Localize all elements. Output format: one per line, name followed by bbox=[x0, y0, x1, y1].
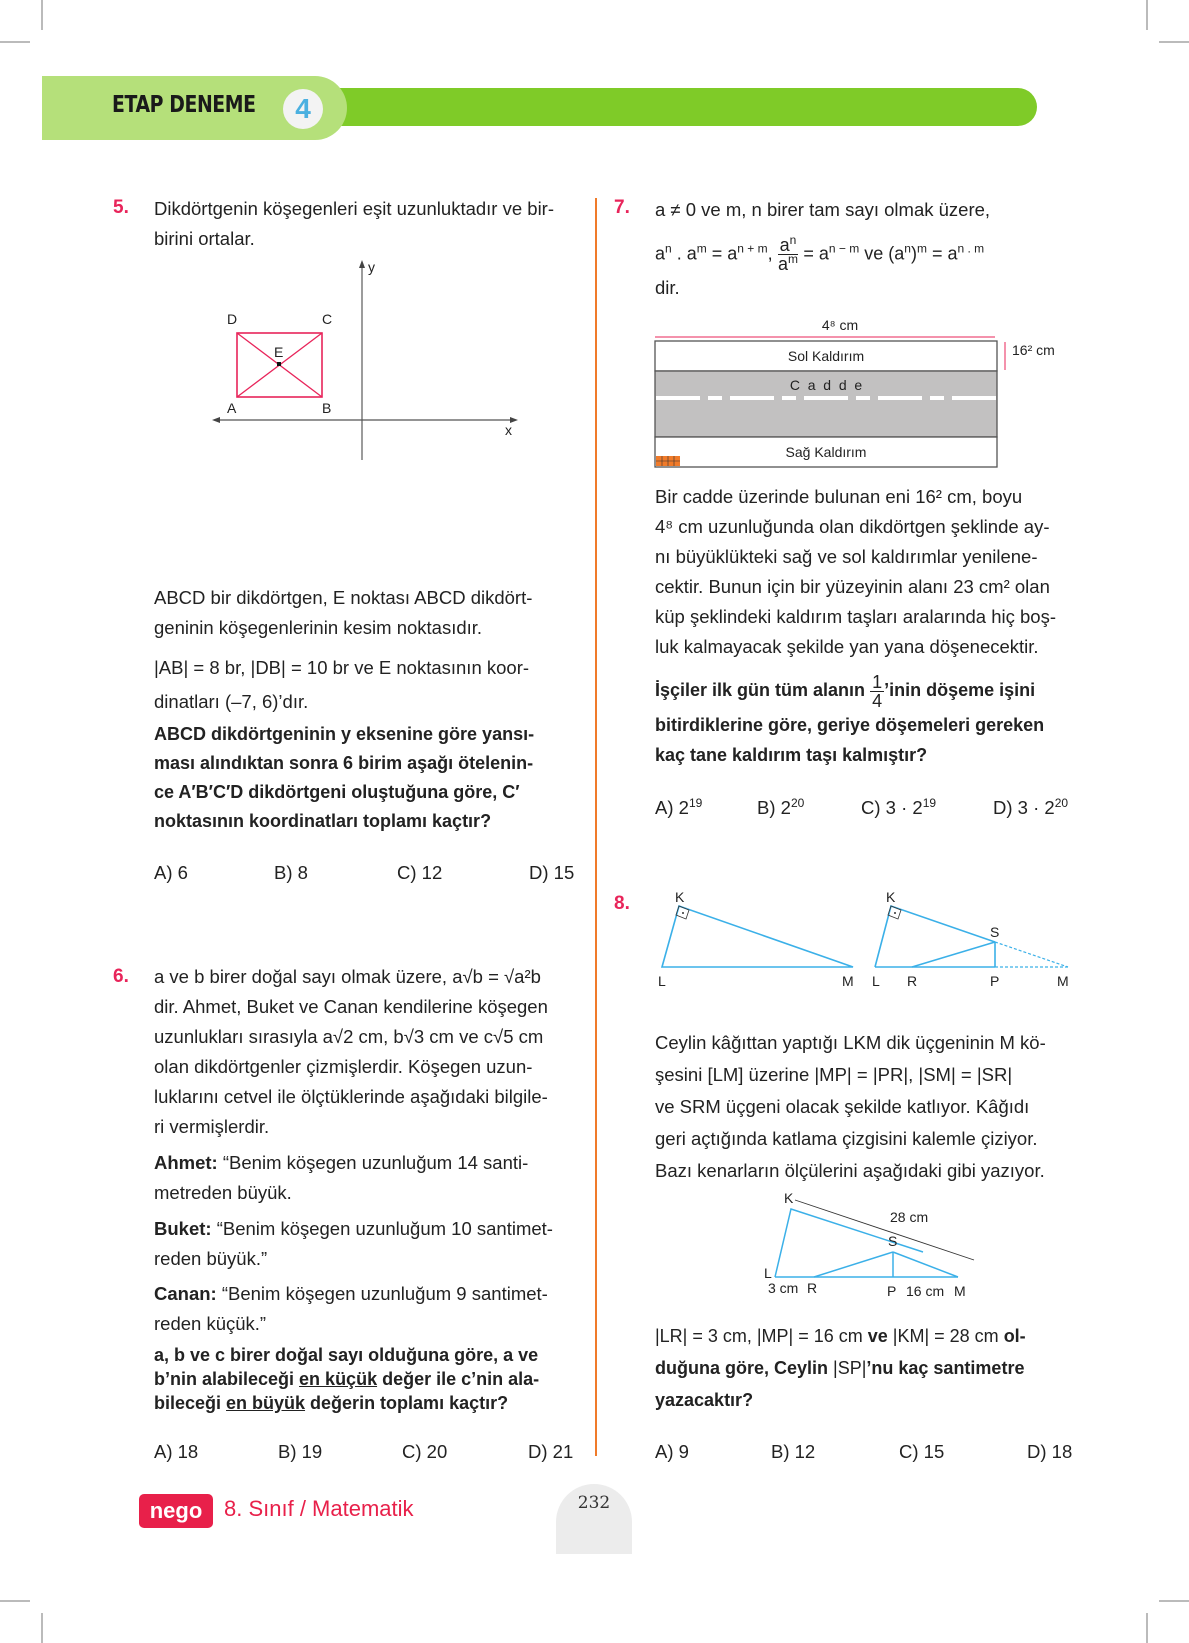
header-banner-bar bbox=[300, 88, 1037, 126]
text-line: |AB| = 8 br, |DB| = 10 br ve E noktasının koor- bbox=[154, 657, 530, 678]
text-part: İşçiler ilk gün tüm alanın bbox=[655, 680, 866, 700]
crop-mark bbox=[1159, 1600, 1189, 1602]
underlined-text: en küçük bbox=[299, 1369, 378, 1389]
q5-intro-line: Dikdörtgenin köşegenleri eşit uzunluktadır ve bir- bbox=[154, 198, 555, 219]
option-d[interactable]: D) 3 · 220 bbox=[993, 795, 1069, 818]
crop-mark bbox=[1146, 1613, 1148, 1643]
text-part: |KM| = 28 cm bbox=[887, 1326, 1004, 1346]
text-part: ’inin döşeme işini bbox=[884, 680, 1036, 700]
text-line: geninin köşegenlerinin kesim noktasıdır. bbox=[154, 617, 483, 638]
option-d[interactable]: D) 18 bbox=[1027, 1441, 1073, 1462]
q7-exponent-rules: $a^n$ . $a^m = a^{n + m}$, $\frac{a^n}{a^m}$ = $a^{n - m}$ ve $(a^n)^m = a^{n . m}$ bbox=[655, 233, 985, 274]
label-e: E bbox=[274, 344, 284, 360]
label-a: A bbox=[227, 400, 237, 416]
text-line: cektir. Bunun için bir yüzeyinin alanı 23 cm² olan bbox=[655, 576, 1050, 597]
crop-mark bbox=[41, 0, 43, 30]
left-sidewalk-label: Sol Kaldırım bbox=[787, 348, 865, 364]
km-length-label: 28 cm bbox=[890, 1209, 929, 1225]
option-d[interactable]: D) 15 bbox=[529, 862, 575, 883]
label-p: P bbox=[990, 973, 1000, 989]
street-label: C a d d e bbox=[789, 377, 863, 393]
label-m: M bbox=[842, 973, 854, 989]
label-c: C bbox=[322, 311, 333, 327]
q7-body bbox=[655, 482, 1075, 662]
publisher-logo: nego bbox=[139, 1494, 213, 1528]
text-part: ’nu kaç santimetre bbox=[866, 1358, 1025, 1378]
text-line: metreden büyük. bbox=[154, 1182, 292, 1203]
denominator: 4 bbox=[872, 690, 883, 711]
text-line: reden küçük.” bbox=[154, 1313, 267, 1334]
question-number-8: 8. bbox=[614, 893, 630, 914]
q8-body bbox=[655, 1027, 1075, 1187]
text-line: reden büyük.” bbox=[154, 1248, 268, 1269]
text-line: ABCD bir dikdörtgen, E noktası ABCD dikdört- bbox=[154, 587, 533, 608]
q5-paragraph-1 bbox=[154, 583, 584, 643]
q6-canan-statement bbox=[154, 1279, 584, 1339]
speaker-name: Buket: bbox=[154, 1218, 212, 1239]
label-x-axis: x bbox=[505, 422, 512, 438]
text-line: Ceylin kâğıttan yaptığı LKM dik üçgeninin M kö- bbox=[655, 1032, 1046, 1053]
option-b[interactable]: B) 8 bbox=[274, 862, 308, 883]
label-m: M bbox=[954, 1283, 966, 1299]
option-b[interactable]: B) 19 bbox=[278, 1441, 323, 1462]
crop-mark bbox=[0, 41, 30, 43]
q5-coordinate-diagram bbox=[200, 260, 520, 460]
option-d[interactable]: D) 21 bbox=[528, 1441, 574, 1462]
text-part: değerin toplamı kaçtır? bbox=[305, 1393, 509, 1413]
option-c[interactable]: C) 20 bbox=[402, 1441, 448, 1462]
text-line: ce A′B′C′D dikdörtgeni oluştuğuna göre, C′ bbox=[154, 782, 520, 802]
right-sidewalk-label: Sağ Kaldırım bbox=[785, 444, 867, 460]
q5-intro bbox=[154, 194, 574, 254]
text-line: ması alındıktan sonra 6 birim aşağı ötelenin- bbox=[154, 753, 534, 773]
crop-mark bbox=[1159, 41, 1189, 43]
text-line: Bazı kenarların ölçülerini aşağıdaki gibi yazıyor. bbox=[655, 1160, 1045, 1181]
text-line: ri vermişlerdir. bbox=[154, 1116, 270, 1137]
label-l: L bbox=[658, 973, 666, 989]
q6-buket-statement bbox=[154, 1214, 584, 1274]
text-line: dinatları (–7, 6)’dır. bbox=[154, 691, 309, 712]
option-a[interactable]: A) 6 bbox=[154, 862, 188, 883]
text-line: a ve b birer doğal sayı olmak üzere, a√b = √a²b bbox=[154, 966, 541, 987]
text-line: yazacaktır? bbox=[655, 1390, 754, 1410]
text-line: bitirdiklerine göre, geriye döşemeleri gereken bbox=[655, 714, 1045, 735]
text-line: nı büyüklükteki sağ ve sol kaldırımlar yenilene- bbox=[655, 546, 1038, 567]
column-divider bbox=[595, 198, 597, 1456]
subject-label: 8. Sınıf / Matematik bbox=[224, 1496, 414, 1521]
q8-triangle-figures bbox=[650, 885, 1090, 995]
numerator: 1 bbox=[872, 671, 883, 692]
speaker-name: Ahmet: bbox=[154, 1152, 218, 1173]
text-part: ve bbox=[867, 1326, 888, 1346]
option-a[interactable]: A) 219 bbox=[655, 795, 703, 818]
text-line: noktasının koordinatları toplamı kaçtır? bbox=[154, 811, 492, 831]
q6-options bbox=[154, 1441, 573, 1463]
q7-options bbox=[655, 797, 1068, 819]
crop-mark bbox=[41, 1613, 43, 1643]
q7-dir: dir. bbox=[655, 277, 680, 298]
text-line: “Benim köşegen uzunluğum 10 santimet- bbox=[216, 1218, 553, 1239]
q6-intro bbox=[154, 962, 594, 1142]
text-line: ve SRM üçgeni olacak şekilde katlıyor. Kâğıdı bbox=[655, 1096, 1030, 1117]
label-d: D bbox=[227, 311, 238, 327]
q6-ahmet-statement bbox=[154, 1148, 584, 1208]
text-part: değer ile c’nin ala- bbox=[377, 1369, 540, 1389]
label-k: K bbox=[784, 1190, 794, 1206]
text-part: ol- bbox=[1003, 1326, 1026, 1346]
q7-question bbox=[655, 672, 1095, 770]
option-b[interactable]: B) 12 bbox=[771, 1441, 816, 1462]
text-line: Bir cadde üzerinde bulunan eni 16² cm, boyu bbox=[655, 486, 1023, 507]
label-k: K bbox=[675, 889, 685, 905]
option-a[interactable]: A) 18 bbox=[154, 1441, 199, 1462]
text-part: |LR| = 3 cm, |MP| = 16 cm bbox=[655, 1326, 868, 1346]
label-r: R bbox=[807, 1280, 818, 1296]
text-line: dir. Ahmet, Buket ve Canan kendilerine köşegen bbox=[154, 996, 548, 1017]
text-line: luklarını cetvel ile ölçtüklerinde aşağıdaki bilgile- bbox=[154, 1086, 548, 1107]
text-line: “Benim köşegen uzunluğum 9 santimet- bbox=[221, 1283, 548, 1304]
text-line: ABCD dikdörtgeninin y eksenine göre yansı- bbox=[154, 724, 535, 744]
text-line: şesini [LM] üzerine |MP| = |PR|, |SM| = |SR| bbox=[655, 1064, 1013, 1085]
paving-stones-icon bbox=[656, 456, 680, 466]
fraction: $\frac{a^n}{a^m}$ bbox=[777, 233, 798, 274]
label-b: B bbox=[322, 400, 332, 416]
q8-question bbox=[655, 1320, 1095, 1416]
option-c[interactable]: C) 15 bbox=[899, 1441, 945, 1462]
question-number-7: 7. bbox=[614, 197, 630, 218]
text-line: küp şeklindeki kaldırım taşları aralarında hiç boş- bbox=[655, 606, 1057, 627]
option-c[interactable]: C) 12 bbox=[397, 862, 443, 883]
text-line: 4⁸ cm uzunluğunda olan dikdörtgen şeklinde ay- bbox=[655, 516, 1050, 537]
label-s: S bbox=[888, 1233, 898, 1249]
option-b[interactable]: B) 220 bbox=[757, 795, 805, 818]
text-part: bileceği bbox=[154, 1393, 227, 1413]
crop-mark bbox=[1146, 0, 1148, 30]
option-c[interactable]: C) 3 · 219 bbox=[861, 795, 937, 818]
q8-measured-figure bbox=[750, 1190, 1000, 1300]
underlined-text: en büyük bbox=[226, 1393, 306, 1413]
text-part: duğuna göre, Ceylin bbox=[655, 1358, 834, 1378]
question-number-6: 6. bbox=[113, 966, 129, 987]
q5-question bbox=[154, 720, 584, 836]
text-line: kaç tane kaldırım taşı kalmıştır? bbox=[655, 744, 928, 765]
speaker-name: Canan: bbox=[154, 1283, 217, 1304]
q5-options bbox=[154, 862, 574, 884]
text-line: “Benim köşegen uzunluğum 14 santi- bbox=[222, 1152, 529, 1173]
label-k: K bbox=[886, 889, 896, 905]
label-s: S bbox=[990, 924, 1000, 940]
label-y-axis: y bbox=[368, 259, 375, 275]
option-a[interactable]: A) 9 bbox=[655, 1441, 689, 1462]
text-line: olan dikdörtgenler çizmişlerdir. Köşegen uzun- bbox=[154, 1056, 533, 1077]
q5-intro-line: birini ortalar. bbox=[154, 228, 255, 249]
label-l: L bbox=[872, 973, 880, 989]
text-line: luk kalmayacak şekilde yan yana döşenecektir. bbox=[655, 636, 1039, 657]
fraction-one-quarter bbox=[870, 673, 884, 710]
text-line: uzunlukları sırasıyla a√2 cm, b√3 cm ve c√5 cm bbox=[154, 1026, 544, 1047]
page-title: ETAP DENEME bbox=[112, 92, 256, 118]
label-l: L bbox=[764, 1265, 772, 1281]
crop-mark bbox=[0, 1600, 30, 1602]
pm-length-label: 16 cm bbox=[906, 1283, 945, 1299]
height-label: 16² cm bbox=[1012, 342, 1055, 358]
test-number: 4 bbox=[295, 93, 311, 124]
label-p: P bbox=[887, 1283, 897, 1299]
label-m: M bbox=[1057, 973, 1069, 989]
lr-length-label: 3 cm bbox=[768, 1280, 799, 1296]
q7-street-diagram bbox=[650, 310, 1055, 460]
page-number: 232 bbox=[577, 1493, 611, 1513]
text-part: |SP| bbox=[833, 1358, 867, 1378]
text-part: b’nin alabileceği bbox=[154, 1369, 300, 1389]
question-number-5: 5. bbox=[113, 197, 129, 218]
label-r: R bbox=[907, 973, 918, 989]
text-line: geri açtığında katlama çizgisini kalemle çiziyor. bbox=[655, 1128, 1038, 1149]
q8-options bbox=[655, 1441, 1072, 1463]
width-label: 4⁸ cm bbox=[821, 317, 859, 333]
q7-intro: a ≠ 0 ve m, n birer tam sayı olmak üzere, bbox=[655, 199, 991, 220]
text-line: a, b ve c birer doğal sayı olduğuna göre, a ve bbox=[154, 1345, 539, 1365]
q5-paragraph-2 bbox=[154, 651, 584, 719]
q6-question bbox=[154, 1343, 594, 1415]
